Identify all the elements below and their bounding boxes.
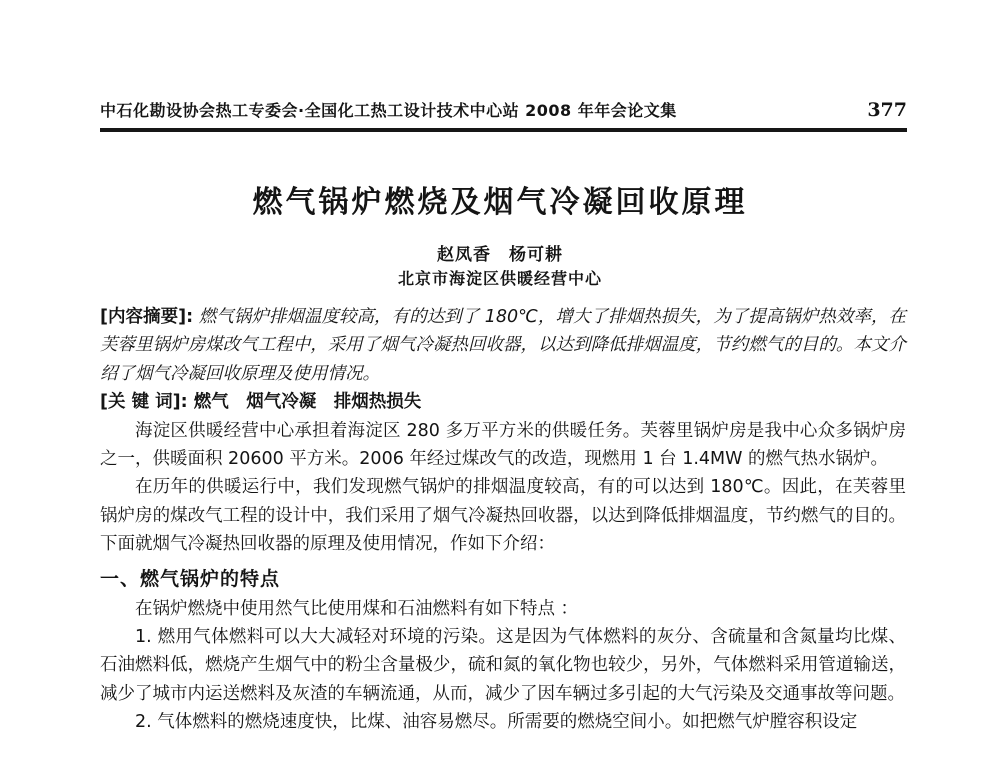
- paragraph-2: 在历年的供暖运行中，我们发现燃气锅炉的排烟温度较高，有的可以达到 180℃。因此，在芙蓉里锅炉房的煤改气工程的设计中，我们采用了烟气冷凝热回收器，以达到降低排烟温度，节约燃气的目的。下面就烟气冷凝热回收器的原理及使用情况，作如下介绍：: [100, 477, 906, 555]
- section-1-item-1: 1. 燃用气体燃料可以大大减轻对环境的污染。这是因为气体燃料的灰分、含硫量和含氮量均比煤、石油燃料低，燃烧产生烟气中的粉尘含量极少，硫和氮的氧化物也较少，另外，气体燃料采用管道输送，减少了城市内运送燃料及灰渣的车辆流通，从而，减少了因车辆过多引起的大气污染及交通事故等问题。: [100, 627, 906, 704]
- authors: 赵凤香 杨可耕: [437, 245, 563, 265]
- abstract-label: [内容摘要]:: [100, 307, 194, 327]
- proceedings-title: 中石化勘设协会热工专委会·全国化工热工设计技术中心站 2008 年年会论文集: [100, 101, 677, 120]
- paper-title: 燃气锅炉燃烧及烟气冷凝回收原理: [252, 185, 748, 220]
- abstract-text: 燃气锅炉排烟温度较高，有的达到了 180℃，增大了排烟热损失，为了提高锅炉热效率，在芙蓉里锅炉房煤改气工程中，采用了烟气冷凝热回收器，以达到降低排烟温度，节约燃气的目的。本文介绍了烟气冷凝回收原理及使用情况。: [100, 307, 906, 384]
- section-1-item-2: 2. 气体燃料的燃烧速度快，比煤、油容易燃尽。所需要的燃烧空间小。如把燃气炉膛容积设定: [135, 712, 858, 733]
- section-heading-1: 一、燃气锅炉的特点: [100, 567, 281, 590]
- section-1-intro: 在锅炉燃烧中使用然气比使用煤和石油燃料有如下特点 ：: [135, 598, 579, 619]
- running-header: [100, 98, 907, 132]
- keywords-label: [关 键 词]:: [100, 392, 188, 413]
- affiliation: 北京市海淀区供暖经营中心: [397, 269, 602, 288]
- page-number: 377: [867, 99, 907, 121]
- keywords-text: 燃气 烟气冷凝 排烟热损失: [187, 392, 422, 413]
- keywords: [100, 388, 906, 416]
- paper-body: [100, 303, 906, 737]
- paragraph-1: 海淀区供暖经营中心承担着海淀区 280 多万平方米的供暖任务。芙蓉里锅炉房是我中心众多锅炉房之一，供暖面积 20600 平方米。2006 年经过煤改气的改造，现燃用 1 台 1.4MW 的燃气热水锅炉。: [100, 420, 906, 470]
- abstract: [100, 303, 906, 388]
